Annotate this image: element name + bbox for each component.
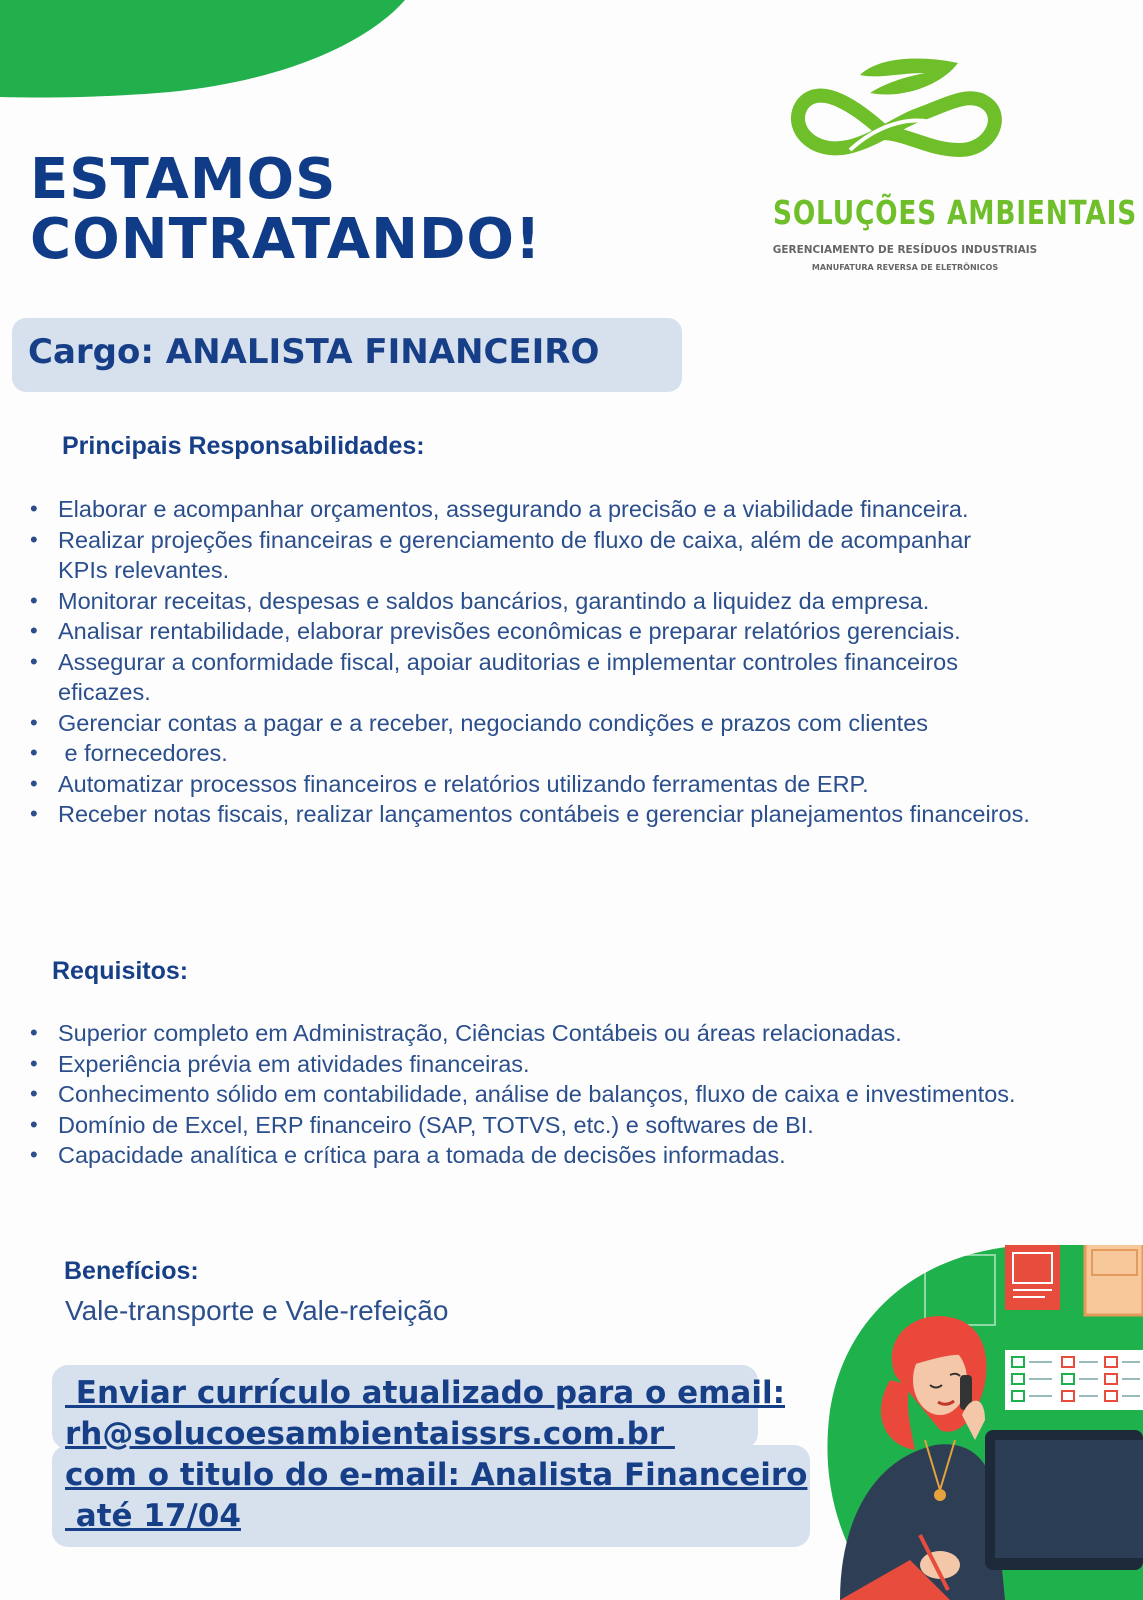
contact-deadline: até 17/04 — [65, 1498, 241, 1534]
list-item: • Superior completo em Administração, Ciências Contábeis ou áreas relacionadas. — [30, 1018, 918, 1049]
list-item: • Domínio de Excel, ERP financeiro (SAP, TOTVS, etc.) e softwares de BI. — [30, 1110, 1030, 1141]
contact-email-link[interactable]: rh@solucoesambientaissrs.com.br — [65, 1416, 675, 1452]
list-item: • e fornecedores. — [30, 738, 1140, 769]
list-item: • Monitorar receitas, despesas e saldos bancários, garantindo a liquidez da empresa. — [30, 586, 1140, 617]
benefits-heading: Benefícios: — [64, 1257, 199, 1285]
list-item: • Experiência prévia em atividades financeiras. — [30, 1049, 1030, 1080]
list-item: • Automatizar processos financeiros e relatórios utilizando ferramentas de ERP. — [30, 769, 1140, 800]
job-title-banner — [12, 318, 682, 392]
list-item: • Elaborar e acompanhar orçamentos, assegurando a precisão e a viabilidade financeira. — [30, 494, 1008, 525]
contact-instructions — [65, 1373, 807, 1537]
list-item: • Assegurar a conformidade fiscal, apoiar auditorias e implementar controles financeiros eficazes. — [30, 647, 1008, 708]
logo-tagline-1: GERENCIAMENTO DE RESÍDUOS INDUSTRIAIS — [772, 243, 1038, 256]
list-item: • Receber notas fiscais, realizar lançamentos contábeis e gerenciar planejamentos financeiros. — [30, 799, 1118, 830]
infinity-leaf-icon — [790, 55, 1010, 180]
woman-at-computer-illustration — [800, 1245, 1143, 1600]
headline-line-1: ESTAMOS — [30, 147, 337, 212]
responsibilities-list — [30, 494, 1140, 830]
logo-company-name: SOLUÇÕES AMBIENTAIS — [773, 193, 1138, 232]
requirements-heading: Requisitos: — [52, 957, 189, 985]
job-title: Cargo: ANALISTA FINANCEIRO — [28, 332, 600, 372]
requirements-list — [30, 1018, 1030, 1171]
logo-tagline-2: MANUFATURA REVERSA DE ELETRÔNICOS — [811, 263, 999, 272]
headline-line-2: CONTRATANDO! — [30, 207, 542, 272]
list-item: • Capacidade analítica e crítica para a tomada de decisões informadas. — [30, 1140, 1030, 1171]
list-item: • Analisar rentabilidade, elaborar previsões econômicas e preparar relatórios gerenciais. — [30, 616, 1008, 647]
company-logo — [740, 55, 1138, 290]
hiring-headline — [30, 147, 542, 272]
contact-line-3: com o titulo do e-mail: Analista Financeiro — [65, 1457, 808, 1493]
list-item: • Conhecimento sólido em contabilidade, análise de balanços, fluxo de caixa e investimentos. — [30, 1079, 1048, 1110]
responsibilities-heading: Principais Responsabilidades: — [62, 432, 425, 460]
list-item: • Realizar projeções financeiras e gerenciamento de fluxo de caixa, além de acompanhar KPIs relevantes. — [30, 525, 1008, 586]
list-item: • Gerenciar contas a pagar e a receber, negociando condições e prazos com clientes — [30, 708, 1140, 739]
contact-line-1: Enviar currículo atualizado para o email: — [65, 1375, 785, 1411]
benefits-text: Vale-transporte e Vale-refeição — [65, 1295, 449, 1326]
